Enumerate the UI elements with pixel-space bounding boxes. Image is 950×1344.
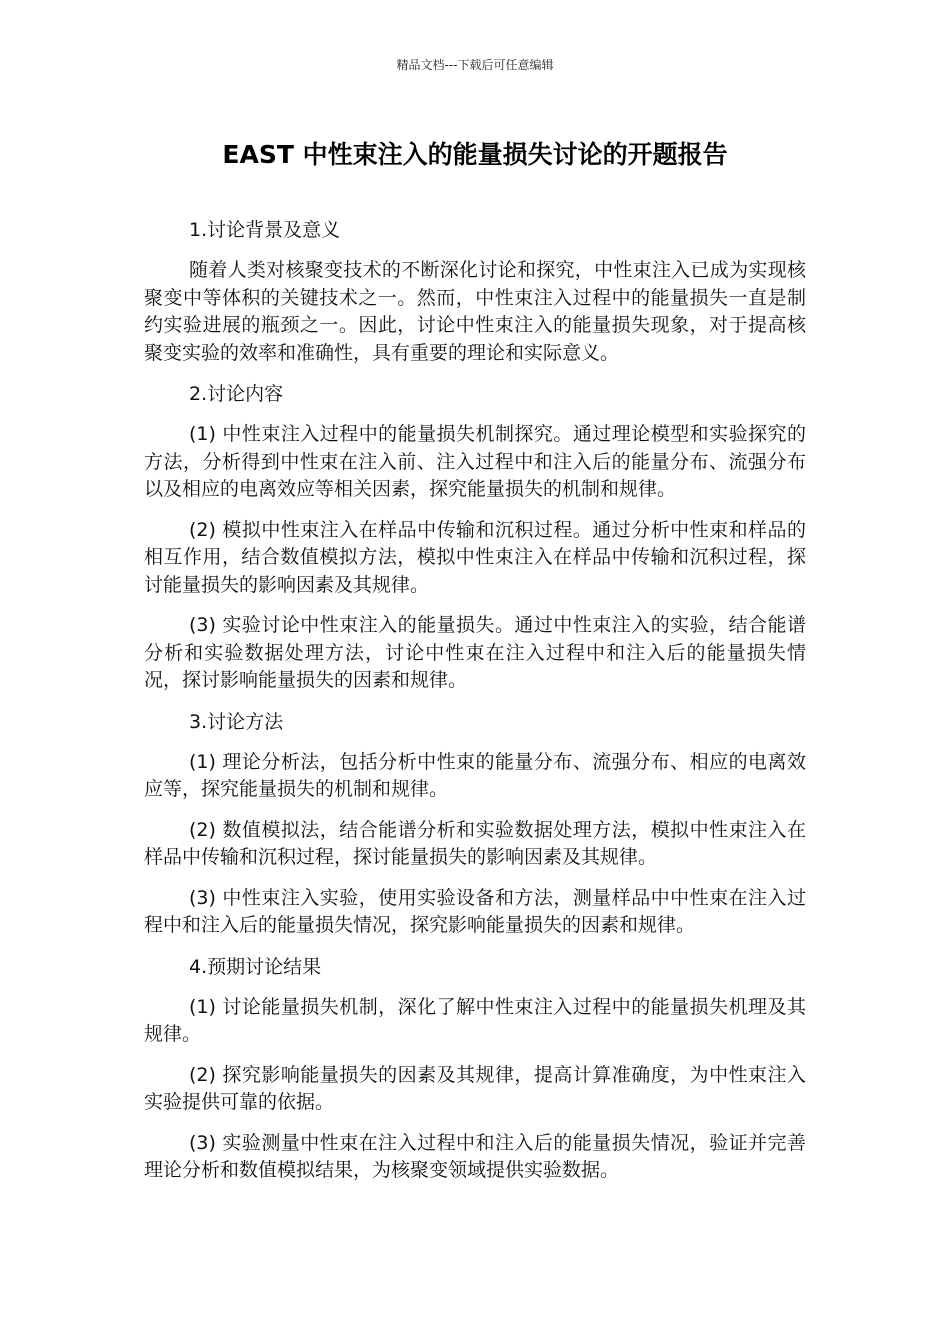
section-content (144, 380, 806, 695)
paragraph: 随着人类对核聚变技术的不断深化讨论和探究，中性束注入已成为实现核聚变中等体积的关键技术之一。然而，中性束注入过程中的能量损失一直是制约实验进展的瓶颈之一。因此，讨论中性束注入的能量损失现象，对于提高核聚变实验的效率和准确性，具有重要的理论和实际意义。 (144, 259, 806, 364)
paragraph: (3) 实验讨论中性束注入的能量损失。通过中性束注入的实验，结合能谱分析和实验数据处理方法，讨论中性束在注入过程中和注入后的能量损失情况，探讨影响能量损失的因素和规律。 (144, 614, 806, 691)
section-heading: 4.预期讨论结果 (189, 955, 322, 978)
section-expected-results (144, 953, 806, 1185)
paragraph: (2) 数值模拟法，结合能谱分析和实验数据处理方法，模拟中性束注入在样品中传输和沉积过程，探讨能量损失的影响因素及其规律。 (144, 818, 806, 868)
document-body (144, 216, 806, 1198)
document-title: EAST 中性束注入的能量损失讨论的开题报告 (222, 140, 728, 169)
paragraph: (2) 探究影响能量损失的因素及其规律，提高计算准确度，为中性束注入实验提供可靠的依据。 (144, 1063, 806, 1113)
paragraph: (1) 讨论能量损失机制，深化了解中性束注入过程中的能量损失机理及其规律。 (144, 995, 806, 1045)
section-background (144, 216, 806, 367)
paragraph: (3) 实验测量中性束在注入过程中和注入后的能量损失情况，验证并完善理论分析和数值模拟结果，为核聚变领域提供实验数据。 (144, 1131, 806, 1181)
section-methods (144, 708, 806, 940)
section-heading: 3.讨论方法 (189, 710, 284, 733)
page-header-note: 精品文档---下载后可任意编辑 (396, 58, 554, 72)
paragraph: (3) 中性束注入实验，使用实验设备和方法，测量样品中中性束在注入过程中和注入后的能量损失情况，探究影响能量损失的因素和规律。 (144, 886, 806, 936)
paragraph: (1) 理论分析法，包括分析中性束的能量分布、流强分布、相应的电离效应等，探究能量损失的机制和规律。 (144, 750, 806, 800)
paragraph: (2) 模拟中性束注入在样品中传输和沉积过程。通过分析中性束和样品的相互作用，结合数值模拟方法，模拟中性束注入在样品中传输和沉积过程，探讨能量损失的影响因素及其规律。 (144, 518, 806, 596)
section-heading: 1.讨论背景及意义 (189, 219, 341, 241)
section-heading: 2.讨论内容 (189, 383, 284, 405)
paragraph: (1) 中性束注入过程中的能量损失机制探究。通过理论模型和实验探究的方法，分析得到中性束在注入前、注入过程中和注入后的能量分布、流强分布以及相应的电离效应等相关因素，探究能量损失的机制和规律。 (144, 423, 806, 500)
